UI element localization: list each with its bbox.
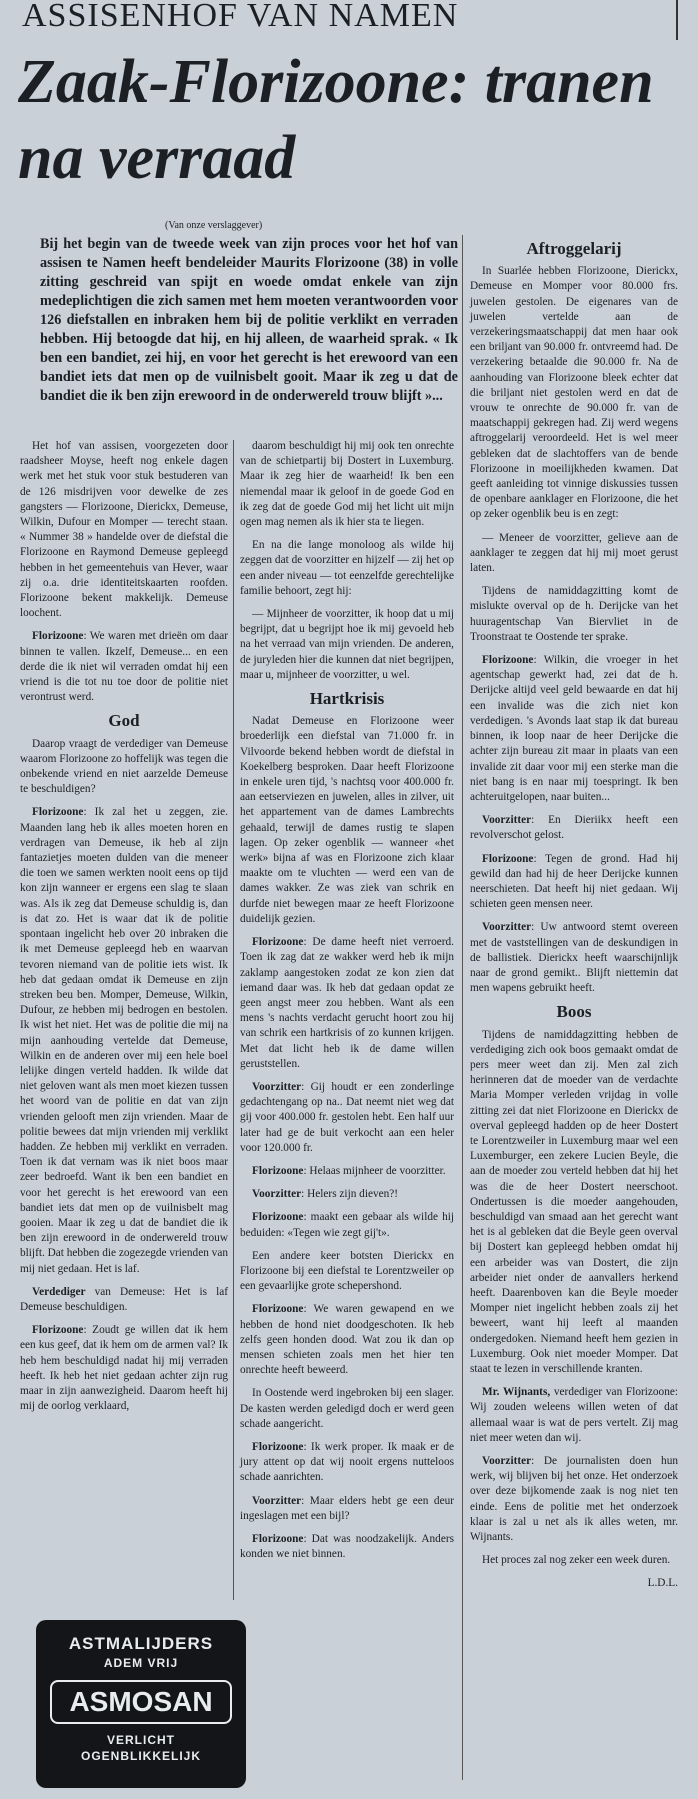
paragraph: Een andere keer botsten Dierickx en Florizoone bij een diefstal te Lorentzweiler op een gevaarlijke grote schepershond. bbox=[240, 1249, 454, 1293]
paragraph: Tijdens de namiddagzitting hebben de verdediging zich ook boos gemaakt omdat de pers meer weet dan zij. Men zal zich herinneren dat de moeder van de verdachte Maria Momper verleden vrijdag in volle zitting zei dat niet Florizoone en Dierickx de overval gepleegd hadden op de heer Dostert te Lorentzweiler in Luxemburg maar wel een Luxemburger, een zekere Lucien Beyle, die aan de moeder zou verteld hebben dat hij het was die de heer Dostert neerschoot. Ondertussen is die moeder aangehouden, beschuldigd van smaad aan het gerecht want het is al gebleken dat die Beyle geen overval bij Dostert kan gepleegd hebben omdat hij een arbeider was van Dostert, die zijn arbeider niet onder de aanvallers herkend heeft. Daarenboven kan die Beyle moeder Momper niet ingelicht hebben zoals zij het beweert, want hij leeft al maanden ondergedoken. Niemand heeft hem gezien in Luxemburg. Ook niet moeder Momper. Dat staat te lezen in verschillende kranten. bbox=[470, 1028, 678, 1376]
subheading-aftroggelarij: Aftroggelarij bbox=[526, 239, 622, 258]
speech: : Zoudt ge willen dat ik hem een kus geef, dat ik hem om de armen val? Ik heb hem beschuldigd nadat hij mij verraden heeft. Ik heb het niet gedaan achter zijn rug maar in zijn aanwezigheid. Daarom heeft hij mij de oorlog verklaard, bbox=[20, 1324, 228, 1413]
speech: verdediger van Florizoone: Wij zouden weleens willen weten of dat allemaal waar is wat de pers vertelt. Zij mag niet meer weten dan wij. bbox=[470, 1386, 679, 1444]
speaker: Voorzitter bbox=[252, 1494, 302, 1507]
paragraph bbox=[240, 1080, 454, 1156]
paragraph: In Suarlée hebben Florizoone, Dierickx, Demeuse en Momper voor 80.000 frs. juwelen gestolen. De eigenares van de juwelen vertelde aan de verzekeringsmaatschappij dat men haar ook een briljant van 90.000 fr. ontvreemd had. De verzekering betaalde die 90.000 fr. Na de aanhouding van Florizoone bleek echter dat die briljant niet gestolen werd en dat de vrouw te onrechte de 90.000 fr. van de maatschappij gekregen had. Zij werd wegens aftroggelarij veroordeeld. Het is wel meer gebleken dat de slachtoffers van de bende Florizoone in moeilijkheden kwamen. Dat geeft aanleiding tot vinnige diskussies tussen de openbare aanklager en Florizoone, die het op zeker ogenblik beu is en zegt: bbox=[470, 265, 678, 521]
subheading-boos: Boos bbox=[556, 1002, 592, 1022]
speech: : Ik zal het u zeggen, zie. Maanden lang heb ik alles moeten horen en verdragen van Demeuse, ik heb al zijn fantazietjes moeten dulden van die meneer die toen we samen werkten nooit eens op tijd kon zijn wanneer er ergens een slag te slaan was. Als ik zeg dat Demeuse schuldig is, dan is dat zo. Het is waar dat ik de politie spontaan ingelicht heb over 20 inbraken die ik met Demeuse gepleegd heb en waarvan tevoren niemand van de politie iets wist. Ik heb dat gedaan omdat ik Demeuse en zijn streken beu ben. Momper, Demeuse, Wilkin, Dufour, ze hebben mij bedrogen en bestolen. Ik wist het niet. Het was de politie die mij na mijn aanhouding vertelde dat Demeuse, Wilkin en de anderen over mij een hele boel lelijke dingen verteld hadden. Ik wilde dat niet geloven want als men moet kiezen tussen het woord van de politie en dat van zijn vrienden gelooft men zijn vrienden. Maar de politie bewees dat mijn vrienden mij verklikt hadden. Ze hebben mij verklikt en verraden. Toen ik dat vernam was ik niet boos maar zeer bedroefd. Want ik ben een bandiet en voor het gerecht is het erewoord van een bandiet iets dat men op de vuilnisbelt mag gooien. Maar ik zeg u dat de bandiet die ik ben zijn erewoord in de onderwereld trouw blijft. Dat hebben die zogezegde vrienden van mij niet gedaan. Het is laf. bbox=[20, 806, 228, 1275]
speech: : Ik werk proper. Ik maak er de jury attent op dat wij nooit ergens nutteloos schade aanrichten. bbox=[240, 1440, 454, 1484]
column-rule bbox=[676, 0, 678, 40]
speech: : We waren gewapend en we hebben de hond niet doodgeschoten. Ik heb zelfs geen honden dood. Wat zou ik dan op mensen schieten zoals men het hier ten onrechte heeft beweerd. bbox=[240, 1303, 454, 1377]
ad-line-adem-vrij: ADEM VRIJ bbox=[103, 1656, 179, 1670]
speech: : En Dieriikx heeft een revolverschot gelost. bbox=[470, 814, 678, 842]
intro-paragraph: Bij het begin van de tweede week van zijn proces voor het hof van assisen te Namen heeft bendeleider Maurits Florizoone (38) in volle zitting geschreid van spijt en woede omdat enkele van zijn medeplichtigen die zich samen met hem moeten verantwoorden voor 126 diefstallen en inbraken hem bij de politie verklikt en verraden hebben. Hij betoogde dat hij, en hij alleen, de waarheid sprak. « Ik ben een bandiet, zei hij, en voor het gerecht is het erewoord van een bandiet iets dat men op de vuilnisbelt gooit. Maar ik zeg u dat de bandiet die ik ben zijn erewoord in de onderwereld trouw blijft »... bbox=[40, 236, 458, 404]
speaker: Voorzitter bbox=[252, 1188, 302, 1201]
speaker: Florizoone bbox=[252, 936, 304, 949]
paragraph bbox=[20, 1323, 228, 1414]
asmosan-advertisement bbox=[36, 1620, 246, 1788]
paragraph bbox=[240, 1210, 454, 1240]
paragraph bbox=[470, 653, 678, 805]
article-column-1 bbox=[20, 439, 228, 1422]
signature: L.D.L. bbox=[647, 1577, 678, 1590]
speech: : Wilkin, die vroeger in het agentschap gewerkt had, zei dat de h. Derijcke altijd veel geld bewaarde en dat hij een invalide was die zich niet kon verdedigen. 's Avonds laat stap ik dat bureau binnen, ik loop naar de heer Derijcke die achter zijn bureau zit maar in plaats van een invalide zit daar voor mij een sterke man die niet bang is en naar mij toespringt. Ik ben achteruitgelopen, naar buiten... bbox=[470, 654, 678, 803]
paragraph: Daarop vraagt de verdediger van Demeuse waarom Florizoone zo hoffelijk was tegen die onbekende vriend en niet aarzelde Demeuse te beschuldigen? bbox=[20, 737, 228, 796]
paragraph bbox=[240, 935, 454, 1072]
paragraph: In Oostende werd ingebroken bij een slager. De kasten werden geledigd doch er werd geen schade aangericht. bbox=[240, 1387, 454, 1430]
speech: : Uw antwoord stemt overeen met de vaststellingen van de deskundigen in de ballistiek. Dierickx heeft waarschijnlijk naar de grond gemikt.. Blijft niettemin dat men wapens gebruikt heeft. bbox=[470, 921, 678, 995]
speaker: Florizoone bbox=[252, 1211, 304, 1224]
speaker: Voorzitter bbox=[252, 1080, 302, 1093]
speech: : maakt een gebaar als wilde hij beduiden: «Tegen wie zegt gij't». bbox=[240, 1211, 454, 1239]
paragraph bbox=[470, 1385, 678, 1446]
speech: : Dat was noodzakelijk. Anders konden we niet binnen. bbox=[240, 1533, 454, 1561]
speaker: Florizoone bbox=[252, 1303, 304, 1316]
paragraph: En na die lange monoloog als wilde hij zeggen dat de voorzitter en hijzelf — zij het op een ander niveau — tot eenzelfde gerechtelijke familie behoort, zegt hij: bbox=[240, 539, 454, 597]
ad-line-ogenblikkelijk: OGENBLIKKELIJK bbox=[80, 1749, 201, 1763]
speech: : Maar elders hebt ge een deur ingeslagen met een bijl? bbox=[240, 1494, 454, 1522]
kicker-title: ASSISENHOF VAN NAMEN bbox=[22, 0, 459, 34]
speaker: Florizoone bbox=[32, 630, 84, 643]
paragraph: — Mijnheer de voorzitter, ik hoop dat u mij begrijpt, dat u begrijpt hoe ik mij gevoeld heb na het verraad van mijn vrienden. De anderen, de juryleden hier die kunnen dat niet begrijpen, maar u, mijnheer de voorzitter, u wel. bbox=[240, 608, 454, 681]
article-column-3 bbox=[470, 235, 678, 1600]
speaker: Voorzitter bbox=[482, 921, 532, 934]
paragraph bbox=[240, 1532, 454, 1562]
paragraph bbox=[470, 920, 678, 996]
column-divider bbox=[462, 235, 463, 1780]
paragraph: — Meneer de voorzitter, gelieve aan de aanklager te zeggen dat hij mij moet gerust laten. bbox=[470, 531, 678, 575]
ad-line-verlicht: VERLICHT bbox=[107, 1733, 175, 1747]
headline: Zaak-Florizoone: tranen na verraad bbox=[18, 48, 654, 192]
subheading-god: God bbox=[108, 711, 140, 731]
paragraph bbox=[20, 805, 228, 1276]
ad-brand-name: ASMOSAN bbox=[50, 1680, 232, 1724]
speaker: Florizoone bbox=[252, 1164, 304, 1177]
speech: : Helers zijn dieven?! bbox=[301, 1188, 399, 1201]
speech: : Tegen de grond. Had hij gewild dan had hij de heer Derijcke kunnen neerschieten. Dat heeft hij niet gedaan. Wij schieten geen mensen neer. bbox=[470, 852, 678, 911]
paragraph bbox=[470, 813, 678, 843]
paragraph bbox=[470, 852, 678, 913]
paragraph bbox=[240, 1302, 454, 1378]
subheading-hartkrisis: Hartkrisis bbox=[309, 689, 385, 709]
speech: : De journalisten doen hun werk, wij blijven bij het onze. Het onderzoek over deze bijkomende zaak is nog niet ten einde. Eens de politie met het onderzoek klaar is zal u net als ik alles weten, mr. Wijnants. bbox=[470, 1455, 678, 1544]
speaker: Florizoone bbox=[32, 1324, 84, 1337]
column-divider bbox=[233, 440, 234, 1600]
paragraph bbox=[240, 1164, 454, 1179]
speaker: Florizoone bbox=[252, 1533, 304, 1545]
paragraph: daarom beschuldigt hij mij ook ten onrechte van de schietpartij bij Dostert in Luxemburg. Maar ik zeg hier de waarheid! Ik ben een niemendal maar ik geloof in de goede God en ik zeg dat de goede God mij het licht uit mijn ogen mag nemen als ik hier sta te liegen. bbox=[240, 440, 454, 529]
speaker: Florizoone bbox=[252, 1440, 304, 1453]
speech: : We waren met drieën om daar binnen te vallen. Ikzelf, Demeuse... en een derde die ik niet wil verraden omdat hij een vriend is die tot nu toe door de politie niet verontrust werd. bbox=[20, 630, 228, 704]
paragraph bbox=[470, 1454, 678, 1545]
speaker: Verdediger bbox=[32, 1285, 86, 1298]
speaker: Voorzitter bbox=[482, 1455, 532, 1468]
paragraph: Het proces zal nog zeker een week duren. bbox=[482, 1554, 671, 1567]
byline: (Van onze verslaggever) bbox=[165, 220, 263, 231]
speech: van Demeuse: Het is laf Demeuse beschuldigen. bbox=[20, 1285, 228, 1313]
paragraph bbox=[20, 629, 228, 705]
speech: : De dame heeft niet verroerd. Toen ik zag dat ze wakker werd heb ik mijn zaklamp aangestoken zodat ze kon zien dat iemand daar was. Ik heb dat gedaan opdat ze geen angst meer zou hebben. Want als een mens 's nachts verdacht gerucht hoort zou hij van schrik een hartkrisis of zo kunnen krijgen. Met dat licht heb ik de dame willen geruststellen. bbox=[240, 936, 454, 1070]
paragraph bbox=[240, 1494, 454, 1524]
speaker: Mr. Wijnants, bbox=[482, 1386, 551, 1399]
speaker: Voorzitter bbox=[482, 814, 532, 827]
speech: : Helaas mijnheer de voorzitter. bbox=[303, 1164, 446, 1177]
speech: : Gij houdt er een zonderlinge gedachtengang op na.. Dat neemt niet weg dat gij voor 400.000 fr. gestolen hebt. Een half uur later had ge de buit verkocht aan een heler voor 120.000 fr. bbox=[240, 1080, 454, 1154]
speaker: Florizoone bbox=[32, 806, 84, 819]
paragraph bbox=[240, 1440, 454, 1486]
ad-line-astmalijders: ASTMALIJDERS bbox=[68, 1634, 214, 1653]
paragraph: Nadat Demeuse en Florizoone weer broederlijk een diefstal van 71.000 fr. in Vilvoorde bekend hebben wordt de diefstal in Koekelberg besproken. Daar heeft Florizoone in enkele uren tijd, 's nachtsq voor 400.000 fr. aan eetserviezen en juwelen, alles in zilver, uit het appartement van de dames Lambrechts gehaald, terwijl de dames rustig te slapen lagen. Op zeker ogenblik — wanneer «het werk» bijna af was en Florizoone zich klaar maakte om te vluchten — werd een van de dames wakker. Ze was ziek van schrik en durfde niet bewegen maar ze heeft Florizoone duidelijk gezien. bbox=[240, 715, 454, 925]
paragraph bbox=[240, 1187, 454, 1202]
paragraph: Tijdens de namiddagzitting komt de mislukte overval op de h. Derijcke van het huuragentschap Van Biervliet in de Troonstraat te Oostende ter sprake. bbox=[470, 585, 678, 643]
paragraph bbox=[20, 1285, 228, 1315]
speaker: Florizoone bbox=[482, 654, 534, 667]
paragraph: Het hof van assisen, voorgezeten door raadsheer Moyse, heeft nog enkele dagen werk met het stuk voor stuk bestuderen van de 126 misdrijven voor dewelke de zes gangsters — Florizoone, Dierickx, Demeuse, Wilkin, Dufour en Momper — terecht staan. « Nummer 38 » handelde over de diefstal die Florizoone en Raymond Demeuse gepleegd hebben in het gemeentehuis van Hever, waar zij o.a. drie identiteitskaarten roofden. Florizoone bekent makkelijk. Demeuse loochent. bbox=[20, 440, 228, 620]
article-column-2 bbox=[240, 439, 454, 1570]
speaker: Florizoone bbox=[482, 852, 534, 865]
